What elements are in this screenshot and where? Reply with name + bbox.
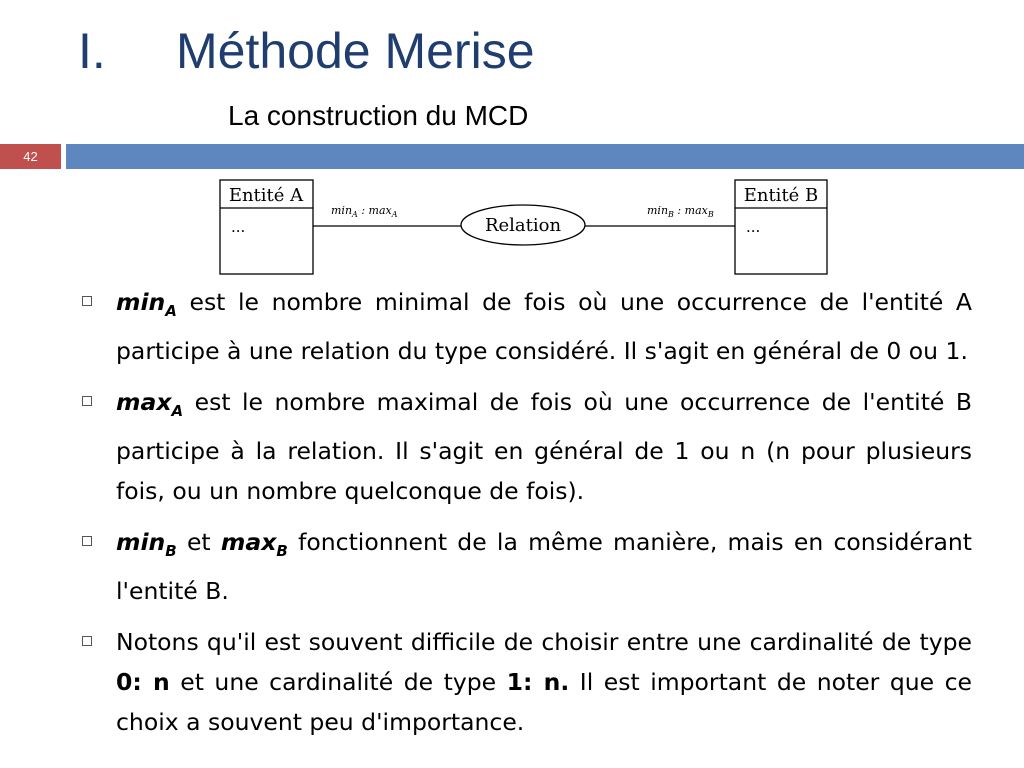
list-item <box>82 522 972 611</box>
cardinality-1n: 1: n. <box>506 668 570 696</box>
list-item <box>82 622 972 742</box>
square-bullet-icon <box>82 296 92 306</box>
entity-a-name: Entité A <box>228 185 304 206</box>
item-text: est le nombre maximal de fois où une occurrence de l'entité B participe à la relation. Il s'agit en général de 1 ou n (n pour plusieurs fois, ou un nombre quelconque de fois). <box>116 388 972 505</box>
entity-a <box>220 180 313 274</box>
cardinality-0n: 0: n <box>116 668 170 696</box>
entity-b-body: ... <box>746 218 761 236</box>
item-text: fonctionnent de la même manière, mais en considérant l'entité B. <box>116 528 972 605</box>
term-max-a: $\max_A$ <box>116 388 184 420</box>
term-min-b: $\min_B$ <box>116 528 177 560</box>
bullet-list <box>82 282 972 753</box>
square-bullet-icon <box>82 636 92 646</box>
relation <box>461 205 585 245</box>
item-text: et <box>176 528 221 556</box>
list-item <box>82 382 972 511</box>
term-max-b: $\max_B$ <box>220 528 288 560</box>
cardinality-a: $\min_A$ : $\max_A$ <box>331 204 398 219</box>
entity-a-body: ... <box>231 218 246 236</box>
title-text: Méthode Merise <box>176 23 535 79</box>
cardinality-b: $\min_B$ : $\max_B$ <box>647 204 714 219</box>
term-min-a: $\min_A$ <box>116 288 177 320</box>
slide-subtitle: La construction du MCD <box>228 100 529 131</box>
entity-b <box>735 180 827 274</box>
square-bullet-icon <box>82 396 92 406</box>
item-text: Notons qu'il est souvent difficile de choisir entre une cardinalité de type <box>116 628 972 656</box>
relation-label: Relation <box>484 215 562 236</box>
slide-number: 42 <box>0 144 61 169</box>
entity-b-name: Entité B <box>743 185 819 206</box>
item-text: Il est important de noter que ce choix a souvent peu d'importance. <box>116 668 972 736</box>
section-number: I. <box>78 23 106 79</box>
list-item <box>82 282 972 371</box>
item-text: est le nombre minimal de fois où une occurrence de l'entité A participe à une relation du type considéré. Il s'agit en général de 0 ou 1. <box>116 288 972 365</box>
item-text: et une cardinalité de type <box>169 668 507 696</box>
mcd-diagram <box>0 0 1024 280</box>
square-bullet-icon <box>82 536 92 546</box>
